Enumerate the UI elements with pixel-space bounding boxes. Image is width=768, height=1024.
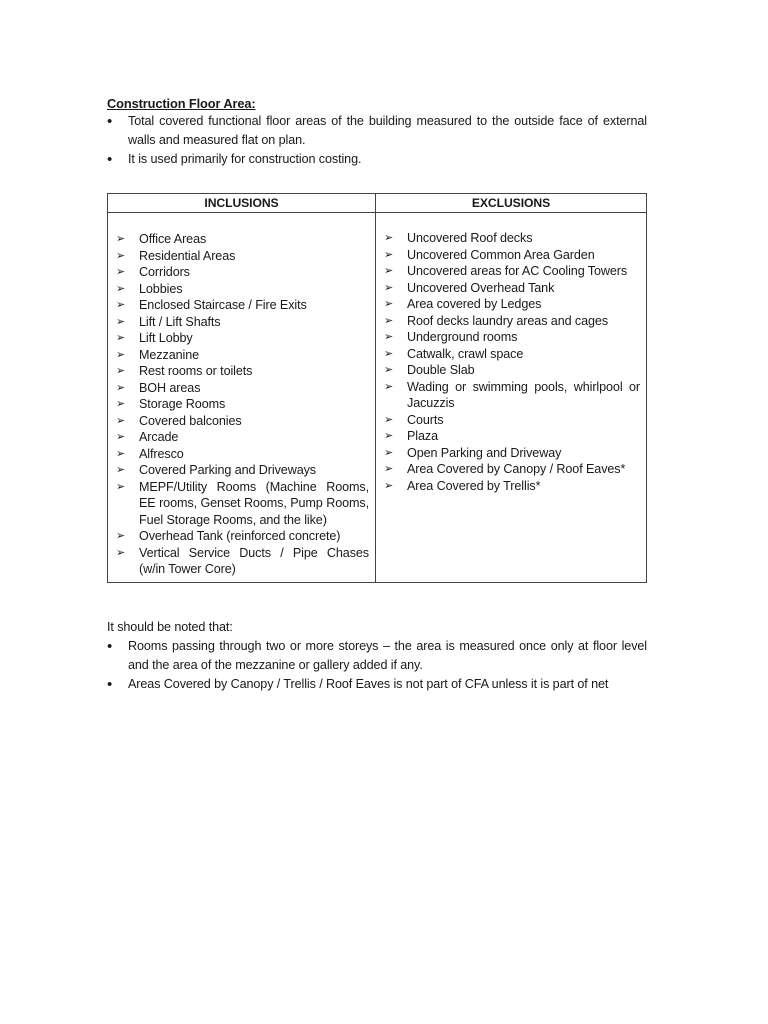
exclusion-item-text: Roof decks laundry areas and cages — [407, 313, 609, 328]
arrow-bullet-icon: ➢ — [384, 413, 394, 426]
exclusion-item-text: Catwalk, crawl space — [407, 346, 524, 361]
inclusion-item-text: Covered balconies — [139, 413, 242, 428]
inclusion-item — [116, 248, 369, 265]
exclusion-item-text: Courts — [407, 412, 444, 427]
inclusion-item — [116, 330, 369, 347]
arrow-bullet-icon: ➢ — [384, 446, 394, 459]
exclusion-item-text: Uncovered Roof decks — [407, 231, 533, 245]
exclusions-list — [384, 230, 640, 494]
inclusion-item — [116, 314, 369, 331]
exclusion-item — [384, 247, 640, 264]
inclusions-list — [116, 231, 369, 578]
exclusion-item — [384, 329, 640, 346]
note-bullet-list — [107, 637, 647, 694]
section-heading: Construction Floor Area: — [107, 96, 256, 111]
inclusion-item — [116, 231, 369, 248]
exclusion-item-text: Uncovered Common Area Garden — [407, 247, 595, 262]
inclusion-item — [116, 462, 369, 479]
inclusion-item — [116, 380, 369, 397]
arrow-bullet-icon: ➢ — [116, 348, 126, 361]
exclusions-header: EXCLUSIONS — [376, 194, 647, 213]
arrow-bullet-icon: ➢ — [116, 332, 126, 344]
exclusion-item — [384, 362, 640, 379]
intro-bullet-list — [107, 112, 647, 169]
arrow-bullet-icon: ➢ — [116, 398, 126, 410]
arrow-bullet-icon: ➢ — [384, 479, 394, 492]
arrow-bullet-icon: ➢ — [116, 365, 126, 377]
inclusion-item-text: Corridors — [139, 265, 190, 279]
arrow-bullet-icon: ➢ — [116, 381, 126, 394]
arrow-bullet-icon: ➢ — [116, 480, 126, 493]
arrow-bullet-icon: ➢ — [384, 347, 394, 360]
exclusion-item-text: Wading or swimming pools, whirlpool or Jacuzzis — [407, 379, 640, 410]
arrow-bullet-icon: ➢ — [116, 249, 126, 262]
inclusion-item-text: Lift Lobby — [139, 331, 193, 345]
note-bullet: • Rooms passing through two or more storeys – the area is measured once only at floor level and the area of the mezzanine or gallery added if any. — [107, 637, 647, 675]
exclusion-item — [384, 280, 640, 297]
inclusion-item — [116, 413, 369, 430]
inclusion-item-text: Lobbies — [139, 281, 183, 296]
exclusion-item — [384, 478, 640, 495]
inclusion-item-text: Mezzanine — [139, 347, 200, 362]
inclusion-item — [116, 264, 369, 281]
arrow-bullet-icon: ➢ — [116, 414, 126, 427]
inclusion-item — [116, 479, 369, 529]
inclusion-item — [116, 545, 369, 578]
inclusion-item — [116, 347, 369, 364]
exclusion-item-text: Open Parking and Driveway — [407, 445, 562, 460]
inclusion-item-text: Vertical Service Ducts / Pipe Chases (w/in Tower Core) — [139, 545, 369, 576]
arrow-bullet-icon: ➢ — [116, 266, 126, 278]
arrow-bullet-icon: ➢ — [384, 281, 394, 294]
arrow-bullet-icon: ➢ — [384, 364, 394, 376]
arrow-bullet-icon: ➢ — [384, 298, 394, 310]
inclusion-item — [116, 297, 369, 314]
inclusion-item-text: Enclosed Staircase / Fire Exits — [139, 298, 307, 312]
inclusions-exclusions-table — [107, 193, 647, 583]
arrow-bullet-icon: ➢ — [116, 282, 126, 295]
arrow-bullet-icon: ➢ — [384, 314, 394, 327]
inclusions-header: INCLUSIONS — [108, 194, 376, 213]
inclusion-item-text: Storage Rooms — [139, 397, 226, 411]
inclusion-item-text: Covered Parking and Driveways — [139, 463, 316, 477]
inclusion-item-text: Lift / Lift Shafts — [139, 314, 221, 329]
inclusion-item — [116, 363, 369, 380]
inclusion-item-text: Overhead Tank (reinforced concrete) — [139, 529, 341, 543]
exclusion-item-text: Plaza — [407, 429, 439, 443]
exclusion-item — [384, 346, 640, 363]
arrow-bullet-icon: ➢ — [384, 232, 394, 244]
inclusion-item-text: Rest rooms or toilets — [139, 364, 253, 378]
note-bullet: • Areas Covered by Canopy / Trellis / Roof Eaves is not part of CFA unless it is part of net — [107, 675, 647, 694]
arrow-bullet-icon: ➢ — [384, 430, 394, 442]
document-page — [107, 95, 647, 694]
arrow-bullet-icon: ➢ — [116, 464, 126, 476]
inclusion-item — [116, 429, 369, 446]
inclusions-cell — [108, 213, 376, 583]
exclusion-item — [384, 263, 640, 280]
exclusion-item — [384, 379, 640, 412]
exclusion-item — [384, 412, 640, 429]
exclusion-item — [384, 461, 640, 478]
arrow-bullet-icon: ➢ — [384, 265, 394, 277]
inclusion-item-text: Alfresco — [139, 446, 184, 461]
inclusion-item — [116, 446, 369, 463]
inclusion-item — [116, 396, 369, 413]
exclusion-item-text: Double Slab — [407, 363, 475, 377]
arrow-bullet-icon: ➢ — [116, 299, 126, 311]
arrow-bullet-icon: ➢ — [384, 331, 394, 343]
arrow-bullet-icon: ➢ — [384, 463, 394, 475]
arrow-bullet-icon: ➢ — [116, 447, 126, 460]
exclusion-item — [384, 296, 640, 313]
exclusion-item — [384, 445, 640, 462]
exclusion-item-text: Area covered by Ledges — [407, 297, 542, 311]
exclusion-item-text: Uncovered areas for AC Cooling Towers — [407, 264, 628, 278]
exclusion-item-text: Underground rooms — [407, 330, 518, 344]
exclusions-cell — [376, 213, 647, 583]
arrow-bullet-icon: ➢ — [116, 233, 126, 245]
exclusion-item-text: Uncovered Overhead Tank — [407, 280, 555, 295]
exclusion-item — [384, 230, 640, 247]
inclusion-item-text: Arcade — [139, 430, 179, 444]
arrow-bullet-icon: ➢ — [116, 431, 126, 443]
inclusion-item — [116, 528, 369, 545]
inclusion-item-text: BOH areas — [139, 380, 201, 395]
inclusion-item — [116, 281, 369, 298]
exclusion-item-text: Area Covered by Trellis* — [407, 478, 541, 493]
arrow-bullet-icon: ➢ — [116, 530, 126, 542]
inclusion-item-text: Residential Areas — [139, 248, 236, 263]
arrow-bullet-icon: ➢ — [384, 380, 394, 393]
inclusion-item-text: MEPF/Utility Rooms (Machine Rooms, EE rooms, Genset Rooms, Pump Rooms, Fuel Storage Rooms, and the like) — [139, 479, 369, 527]
inclusion-item-text: Office Areas — [139, 232, 207, 246]
arrow-bullet-icon: ➢ — [384, 248, 394, 261]
intro-bullet: • Total covered functional floor areas of the building measured to the outside face of external walls and measured flat on plan. — [107, 112, 647, 150]
arrow-bullet-icon: ➢ — [116, 315, 126, 328]
exclusion-item — [384, 428, 640, 445]
note-heading: It should be noted that: — [107, 619, 233, 634]
exclusion-item-text: Area Covered by Canopy / Roof Eaves* — [407, 462, 626, 476]
intro-bullet: • It is used primarily for construction costing. — [107, 150, 647, 169]
exclusion-item — [384, 313, 640, 330]
arrow-bullet-icon: ➢ — [116, 546, 126, 559]
